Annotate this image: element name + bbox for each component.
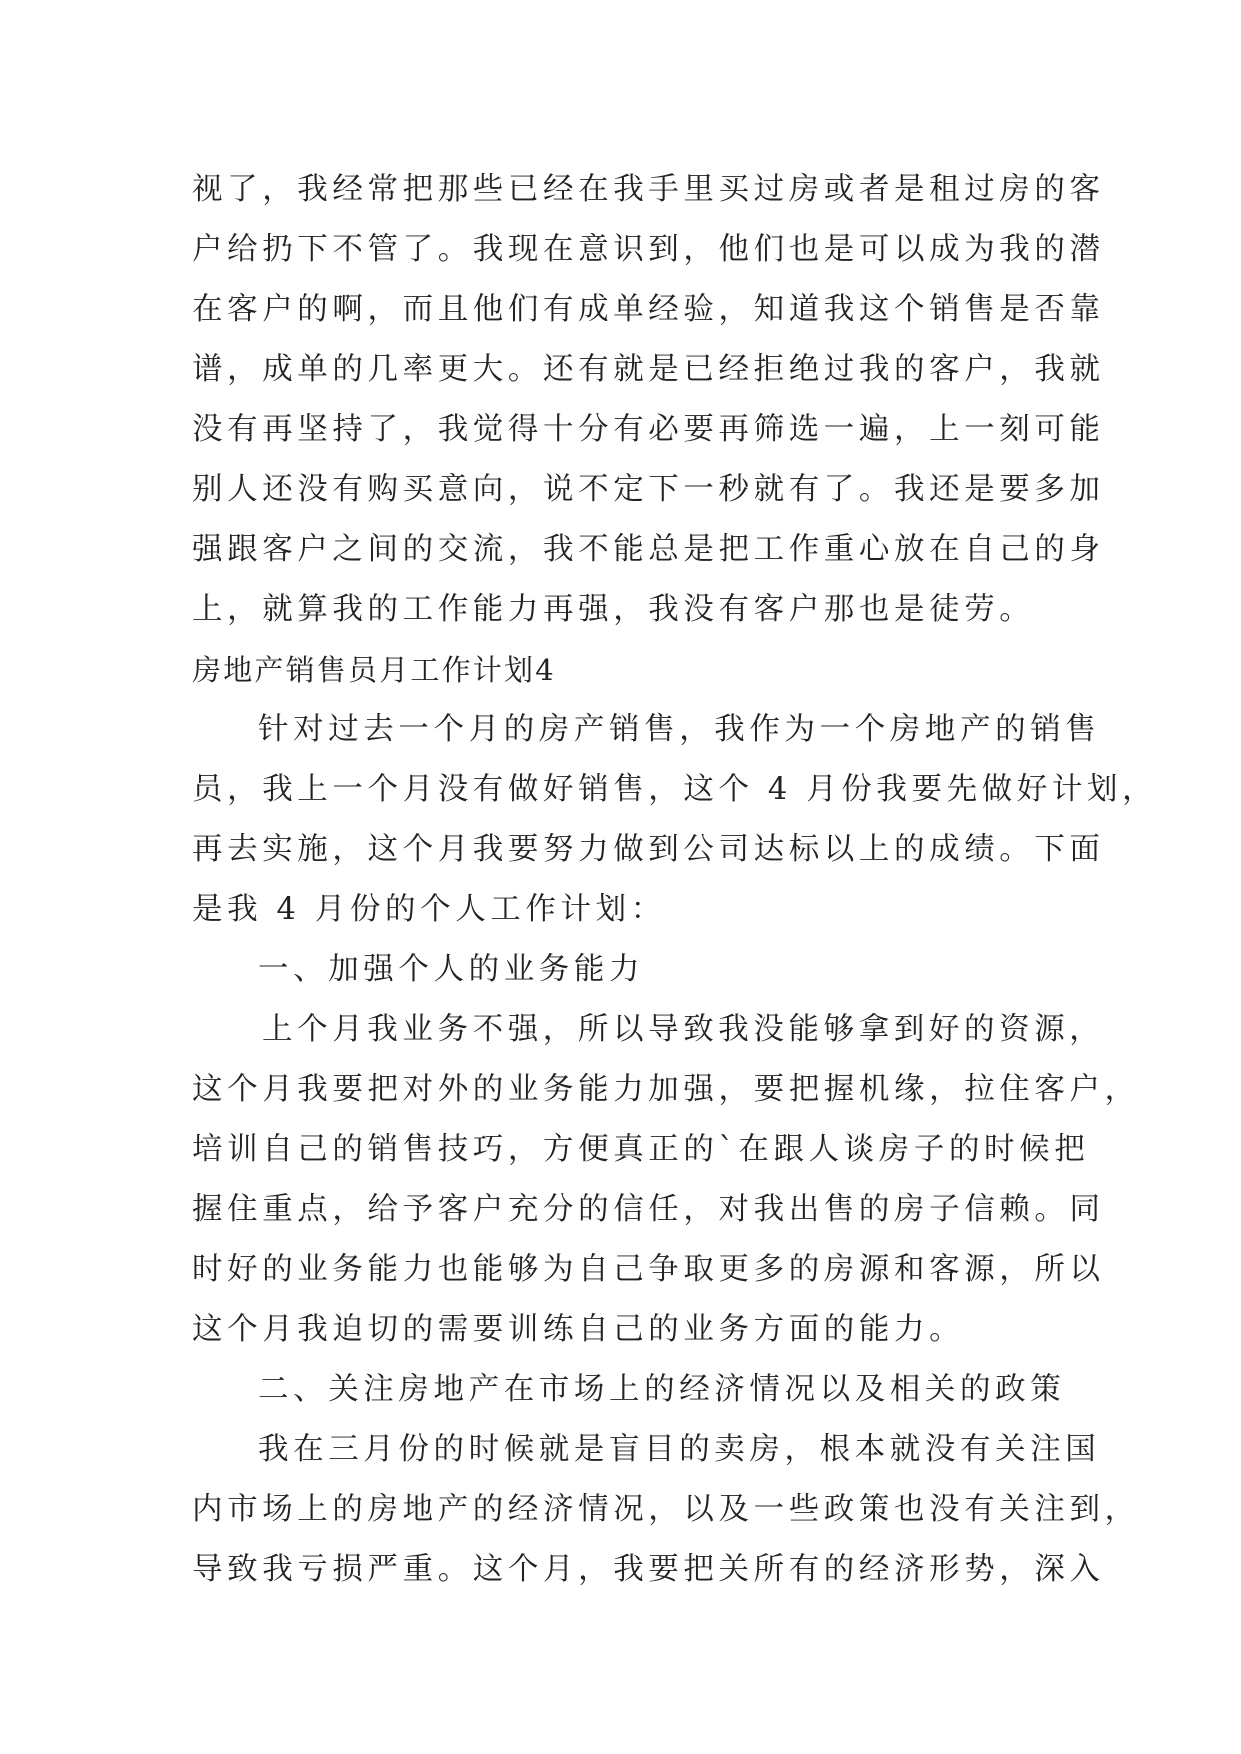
para1-line: 这个月我迫切的需要训练自己的业务方面的能力。 (192, 1312, 965, 1347)
para1-line: 上个月我业务不强，所以导致我没能够拿到好的资源， (262, 1012, 1105, 1047)
intro-line: 针对过去一个月的房产销售，我作为一个房地产的销售 (258, 712, 1101, 747)
subheading-2: 二、关注房地产在市场上的经济情况以及相关的政策 (258, 1372, 1066, 1407)
para1-line: 这个月我要把对外的业务能力加强，要把握机缘，拉住客户， (192, 1072, 1140, 1107)
intro-line: 员，我上一个月没有做好销售，这个 4 月份我要先做好计划， (192, 772, 1158, 807)
intro-line: 再去实施，这个月我要努力做到公司达标以上的成绩。下面 (192, 832, 1105, 867)
section-title: 房地产销售员月工作计划4 (192, 653, 556, 687)
para2-line: 内市场上的房地产的经济情况，以及一些政策也没有关注到， (192, 1492, 1140, 1527)
body-line: 没有再坚持了，我觉得十分有必要再筛选一遍，上一刻可能 (192, 412, 1105, 447)
para1-line: 时好的业务能力也能够为自己争取更多的房源和客源，所以 (192, 1252, 1105, 1287)
body-line: 谱，成单的几率更大。还有就是已经拒绝过我的客户，我就 (192, 352, 1105, 387)
para1-line: 培训自己的销售技巧，方便真正的`在跟人谈房子的时候把 (192, 1132, 1090, 1167)
subheading-1: 一、加强个人的业务能力 (258, 952, 645, 987)
para2-line: 导致我亏损严重。这个月，我要把关所有的经济形势，深入 (192, 1552, 1105, 1587)
body-line: 在客户的啊，而且他们有成单经验，知道我这个销售是否靠 (192, 292, 1105, 327)
body-line: 上，就算我的工作能力再强，我没有客户那也是徒劳。 (192, 592, 1035, 627)
para2-line: 我在三月份的时候就是盲目的卖房，根本就没有关注国 (258, 1432, 1101, 1467)
document-body (192, 160, 1158, 1600)
body-line: 强跟客户之间的交流，我不能总是把工作重心放在自己的身 (192, 532, 1105, 567)
body-line: 别人还没有购买意向，说不定下一秒就有了。我还是要多加 (192, 472, 1105, 507)
body-line: 户给扔下不管了。我现在意识到，他们也是可以成为我的潜 (192, 232, 1105, 267)
intro-line: 是我 4 月份的个人工作计划： (192, 892, 666, 927)
body-line: 视了，我经常把那些已经在我手里买过房或者是租过房的客 (192, 172, 1105, 207)
para1-line: 握住重点，给予客户充分的信任，对我出售的房子信赖。同 (192, 1192, 1105, 1227)
